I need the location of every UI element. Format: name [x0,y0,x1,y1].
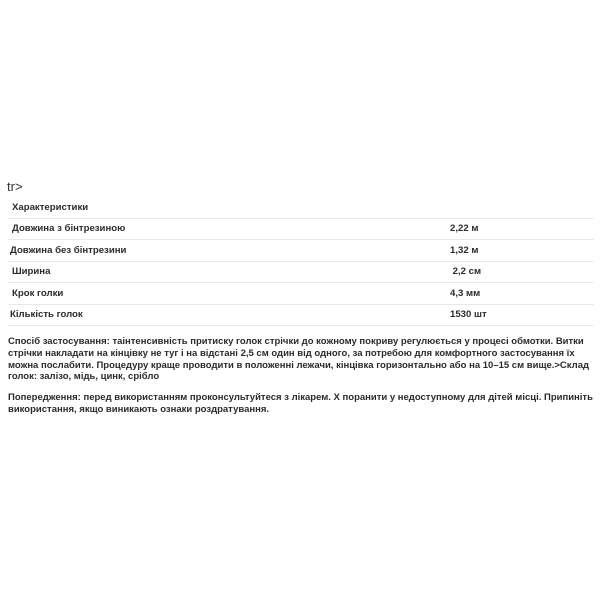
spec-value: 4,3 мм [450,283,594,305]
specs-header-row [8,197,594,218]
warning-text: Попередження: перед використанням проконсультуйтеся з лікарем. Х поранити у недоступному для дітей місці. Припиніть використання, якщо виникають ознаки роздратування. [8,392,593,415]
specs-header: Характеристики [8,197,594,218]
table-row [8,240,594,262]
spec-value: 1530 шт [450,304,594,326]
table-row [8,218,594,240]
spec-name: Кількість голок [8,304,450,326]
specs-table [8,197,594,326]
table-row [8,261,594,283]
spec-name: Крок голки [8,283,450,305]
spec-value: 2,22 м [450,218,594,240]
stray-markup-text: tr> [7,179,23,194]
table-row [8,304,594,326]
spec-name: Довжина без бінтрезини [8,240,450,262]
spec-name: Довжина з бінтрезиною [8,218,450,240]
spec-value: 1,32 м [450,240,594,262]
usage-instructions: Спосіб застосування: таінтенсивність притиску голок стрічки до кожному покриву регулюється у процесі обмотки. Витки стрічки накладати на кінцівку не туг і на відстані 2,5 см один від одного, за потребою для комфортного застосування їх можна послабити. Процедуру краще проводити в положенні лежачи, кінцівка горизонтально або на 10–15 см вище.>Склад голок: залізо, мідь, цинк, срібло [8,336,590,383]
table-row [8,283,594,305]
spec-name: Ширина [8,261,450,283]
spec-value: 2,2 см [450,261,594,283]
